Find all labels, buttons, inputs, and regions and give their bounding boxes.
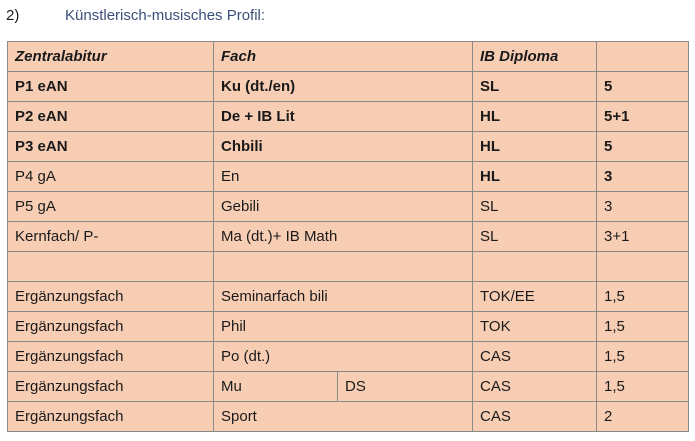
table-row (8, 222, 689, 252)
cell-wert: 5+1 (597, 102, 689, 132)
cell-ib-diploma: SL (473, 222, 597, 252)
cell-zentralabitur: Kernfach/ P- (8, 222, 214, 252)
table-row (8, 282, 689, 312)
table-row (8, 102, 689, 132)
cell-fach: Chbili (214, 132, 473, 162)
cell-fach (214, 252, 473, 282)
section-title: Künstlerisch-musisches Profil: (65, 7, 266, 24)
table-header-row (8, 42, 689, 72)
cell-zentralabitur (8, 252, 214, 282)
cell-wert: 3 (597, 192, 689, 222)
cell-zentralabitur: Ergänzungsfach (8, 282, 214, 312)
cell-zentralabitur: P5 gA (8, 192, 214, 222)
cell-fach: En (214, 162, 473, 192)
cell-zentralabitur: Ergänzungsfach (8, 402, 214, 432)
cell-ib-diploma: HL (473, 162, 597, 192)
cell-wert (597, 252, 689, 282)
cell-wert: 2 (597, 402, 689, 432)
cell-ib-diploma: SL (473, 192, 597, 222)
cell-fach: Phil (214, 312, 473, 342)
cell-wert: 5 (597, 72, 689, 102)
cell-ib-diploma: TOK (473, 312, 597, 342)
table-row (8, 372, 689, 402)
cell-zentralabitur: P4 gA (8, 162, 214, 192)
cell-wert: 5 (597, 132, 689, 162)
section-heading (6, 5, 265, 27)
cell-ib-diploma: TOK/EE (473, 282, 597, 312)
table-row (8, 192, 689, 222)
cell-fach-secondary: DS (338, 372, 473, 402)
cell-wert: 3 (597, 162, 689, 192)
header-wert (597, 42, 689, 72)
table-row (8, 342, 689, 372)
cell-fach: Mu (214, 372, 338, 402)
cell-ib-diploma: HL (473, 102, 597, 132)
table-row (8, 72, 689, 102)
cell-fach: De + IB Lit (214, 102, 473, 132)
cell-wert: 1,5 (597, 372, 689, 402)
cell-ib-diploma: SL (473, 72, 597, 102)
cell-zentralabitur: P2 eAN (8, 102, 214, 132)
cell-fach: Ku (dt./en) (214, 72, 473, 102)
cell-fach: Po (dt.) (214, 342, 473, 372)
table-row (8, 162, 689, 192)
header-ib-diploma: IB Diploma (473, 42, 597, 72)
cell-zentralabitur: Ergänzungsfach (8, 312, 214, 342)
section-number: 2) (6, 7, 20, 24)
table-row (8, 402, 689, 432)
cell-wert: 3+1 (597, 222, 689, 252)
cell-fach: Ma (dt.)+ IB Math (214, 222, 473, 252)
cell-ib-diploma: HL (473, 132, 597, 162)
cell-ib-diploma: CAS (473, 342, 597, 372)
cell-wert: 1,5 (597, 282, 689, 312)
header-fach: Fach (214, 42, 473, 72)
cell-ib-diploma: CAS (473, 372, 597, 402)
table-row (8, 132, 689, 162)
table-row (8, 312, 689, 342)
profile-table (7, 41, 689, 432)
table-row (8, 252, 689, 282)
cell-wert: 1,5 (597, 312, 689, 342)
cell-ib-diploma (473, 252, 597, 282)
cell-wert: 1,5 (597, 342, 689, 372)
cell-zentralabitur: Ergänzungsfach (8, 372, 214, 402)
cell-ib-diploma: CAS (473, 402, 597, 432)
cell-zentralabitur: P1 eAN (8, 72, 214, 102)
cell-fach: Gebili (214, 192, 473, 222)
cell-zentralabitur: Ergänzungsfach (8, 342, 214, 372)
header-zentralabitur: Zentralabitur (8, 42, 214, 72)
cell-fach: Seminarfach bili (214, 282, 473, 312)
cell-fach: Sport (214, 402, 473, 432)
cell-zentralabitur: P3 eAN (8, 132, 214, 162)
